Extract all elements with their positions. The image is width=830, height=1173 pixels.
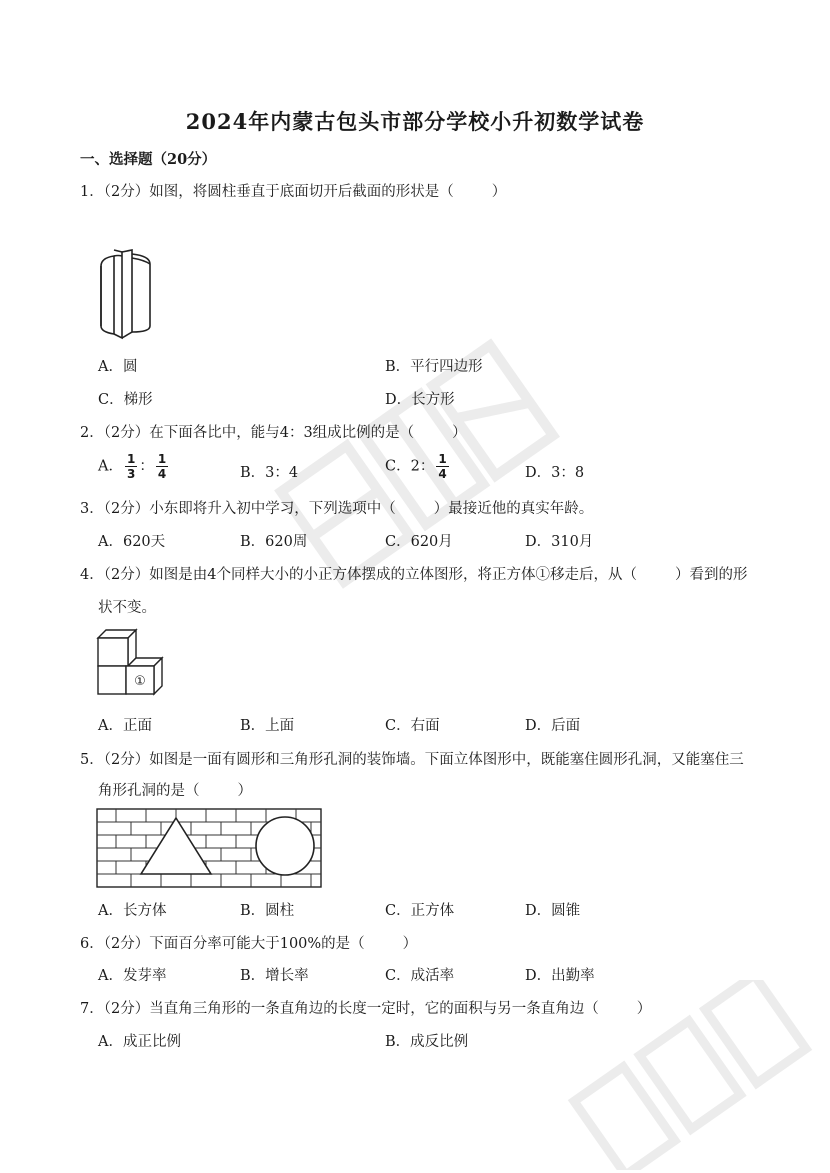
cylinder-cut-figure <box>96 246 156 340</box>
question-score: （2分） <box>103 936 150 952</box>
question-number: 2． <box>80 425 104 441</box>
question-score: （2分） <box>103 1001 150 1017</box>
option-b[interactable]: B．3：4 <box>240 465 299 481</box>
question-stem: 在下面各比中，能与4：3组成比例的是（ <box>149 425 415 441</box>
question-number: 4． <box>80 567 104 583</box>
question-score: （2分） <box>103 567 150 583</box>
question-number: 5． <box>80 752 104 768</box>
cube-stack-figure <box>96 628 166 696</box>
question-stem: 如图是一面有圆形和三角形孔洞的装饰墙。下面立体图形中，既能塞住圆形孔洞，又能塞住三 <box>149 752 744 768</box>
option-c[interactable]: C．成活率 <box>385 968 455 984</box>
brick-wall-figure <box>96 808 322 888</box>
option-c[interactable]: C．正方体 <box>385 903 455 919</box>
option-a[interactable]: A．正面 <box>98 718 152 734</box>
question-score: （2分） <box>103 425 150 441</box>
question-4-line2: 状不变。 <box>98 600 156 616</box>
option-d[interactable]: D．3：8 <box>525 465 585 481</box>
question-5-line2: 角形孔洞的是（ ） <box>98 783 252 799</box>
question-score: （2分） <box>103 501 150 517</box>
option-a[interactable]: A． $\frac{1}{3}$ ： $\frac{1}{4}$ <box>98 452 167 481</box>
option-a[interactable]: A．圆 <box>98 359 138 375</box>
question-4: 4．（2分）如图是由4个同样大小的小正方体摆成的立体图形，将正方体①移走后，从（ ）看到的形 <box>80 567 748 583</box>
option-d[interactable]: D．后面 <box>525 718 581 734</box>
question-3: 3．（2分）小东即将升入初中学习，下列选项中（ ）最接近他的真实年龄。 <box>80 501 594 517</box>
question-5 <box>80 748 744 769</box>
option-c[interactable]: C．梯形 <box>98 392 153 408</box>
cube-label: ① <box>134 674 146 689</box>
question-2: 2．（2分）在下面各比中，能与4：3组成比例的是（ ） <box>80 425 467 441</box>
option-b[interactable]: B．620周 <box>240 534 308 550</box>
question-stem: 如图，将圆柱垂直于底面切开后截面的形状是（ <box>149 184 454 200</box>
question-stem: 当直角三角形的一条直角边的长度一定时，它的面积与另一条直角边（ <box>149 1001 599 1017</box>
circle-hole <box>256 817 314 875</box>
option-b[interactable]: B．上面 <box>240 718 295 734</box>
fraction: $\frac{1}{3}$ <box>126 452 136 481</box>
option-d[interactable]: D．出勤率 <box>525 968 595 984</box>
option-b[interactable]: B．平行四边形 <box>385 359 483 375</box>
option-d[interactable]: D．310月 <box>525 534 594 550</box>
question-stem: 如图是由4个同样大小的小正方体摆成的立体图形，将正方体①移走后，从（ <box>149 567 637 583</box>
question-number: 7． <box>80 1001 104 1017</box>
question-6: 6．（2分）下面百分率可能大于100%的是（ ） <box>80 936 418 952</box>
question-number: 6． <box>80 936 104 952</box>
question-7: 7．（2分）当直角三角形的一条直角边的长度一定时，它的面积与另一条直角边（ ） <box>80 1001 652 1017</box>
option-a[interactable]: A．620天 <box>98 534 166 550</box>
question-score: （2分） <box>103 184 150 200</box>
question-stem: 小东即将升入初中学习，下列选项中（ <box>149 501 396 517</box>
option-d[interactable]: D．圆锥 <box>525 903 581 919</box>
question-score: （2分） <box>103 752 150 768</box>
question-stem: 下面百分率可能大于100%的是（ <box>149 936 365 952</box>
question-1: 1．（2分）如图，将圆柱垂直于底面切开后截面的形状是（ ） <box>80 184 507 200</box>
option-a[interactable]: A．发芽率 <box>98 968 167 984</box>
option-b[interactable]: B．增长率 <box>240 968 309 984</box>
page-title: 2024年内蒙古包头市部分学校小升初数学试卷 <box>185 109 645 134</box>
option-b[interactable]: B．圆柱 <box>240 903 295 919</box>
option-d[interactable]: D．长方形 <box>385 392 455 408</box>
question-number: 3． <box>80 501 104 517</box>
option-c[interactable]: C．右面 <box>385 718 440 734</box>
fraction: $\frac{1}{4}$ <box>157 452 167 481</box>
section-heading: 一、选择题（20分） <box>80 151 217 168</box>
option-c[interactable]: C．2： $\frac{1}{4}$ <box>385 452 447 481</box>
option-c[interactable]: C．620月 <box>385 534 453 550</box>
fraction: $\frac{1}{4}$ <box>438 452 447 481</box>
question-number: 1． <box>80 184 104 200</box>
option-b[interactable]: B．成反比例 <box>385 1034 469 1050</box>
option-a[interactable]: A．成正比例 <box>98 1034 181 1050</box>
option-a[interactable]: A．长方体 <box>98 903 167 919</box>
